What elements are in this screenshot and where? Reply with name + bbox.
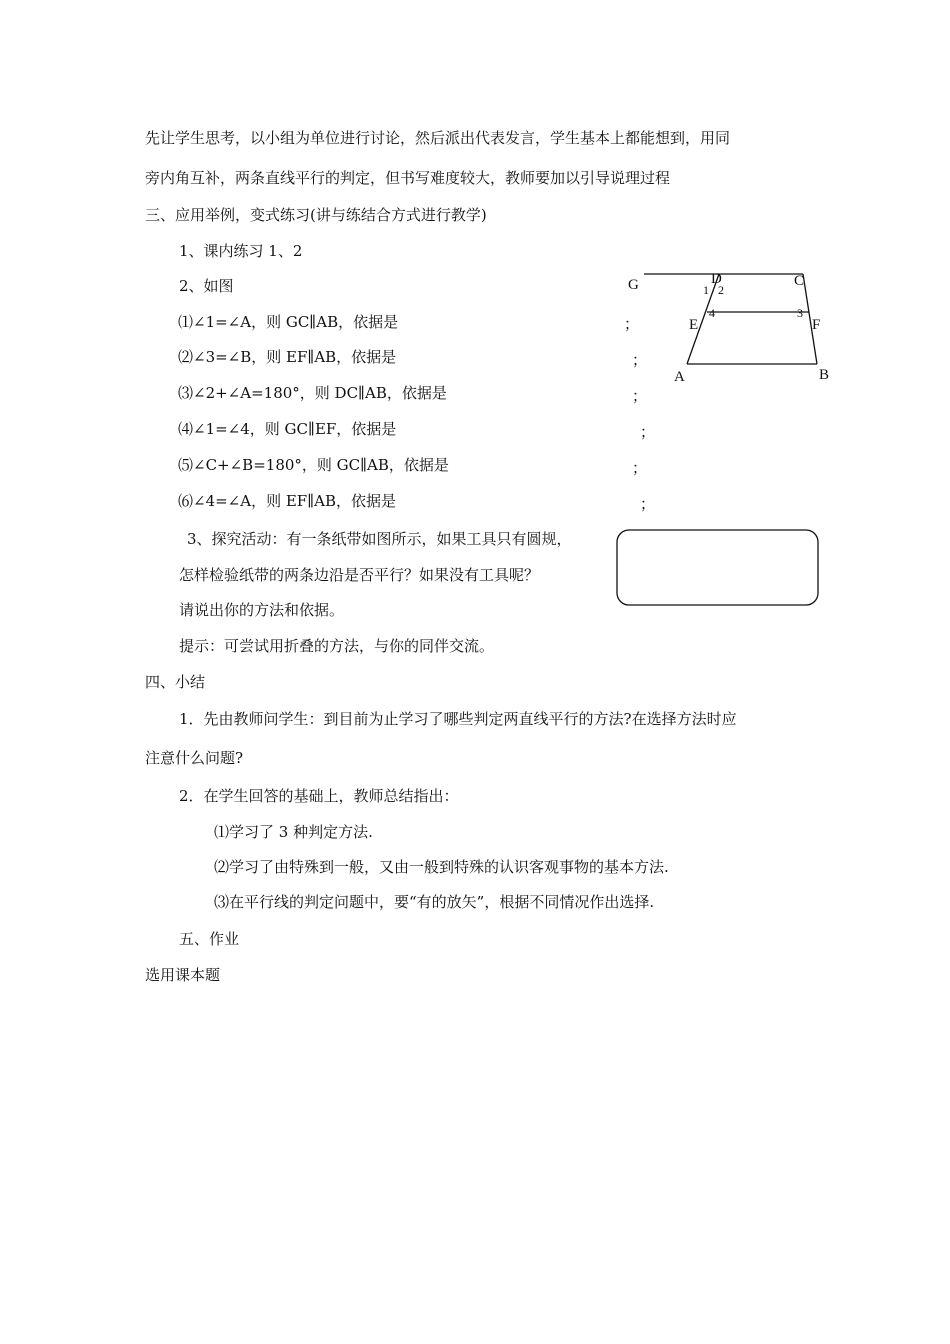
exploration-line-1: 3、探究活动：有一条纸带如图所示，如果工具只有圆规， xyxy=(187,530,572,548)
question-6-semicolon: ； xyxy=(640,495,656,513)
question-5-semicolon: ； xyxy=(632,459,648,477)
exploration-line-2: 怎样检验纸带的两条边沿是否平行？如果没有工具呢？ xyxy=(179,566,540,584)
section3-heading: 三、应用举例，变式练习(讲与练结合方式进行教学) xyxy=(145,206,487,224)
parallel-lines-figure xyxy=(620,265,840,385)
question-1: ⑴∠1=∠A，则 GC∥AB，依据是 xyxy=(178,313,399,331)
hint-text: 提示：可尝试用折叠的方法，与你的同伴交流。 xyxy=(179,637,495,655)
label-b: B xyxy=(819,367,830,383)
label-angle-1: 1 xyxy=(703,283,709,297)
summary-p1-line-2: 注意什么问题? xyxy=(145,749,244,767)
label-angle-2: 2 xyxy=(718,283,724,297)
paper-strip-figure xyxy=(615,528,821,608)
exploration-line-3: 请说出你的方法和依据。 xyxy=(179,601,345,619)
intro-line-1: 先让学生思考，以小组为单位进行讨论，然后派出代表发言，学生基本上都能想到，用同 xyxy=(145,129,731,147)
section4-heading: 四、小结 xyxy=(145,673,206,691)
label-e: E xyxy=(689,317,699,333)
label-angle-3: 3 xyxy=(797,306,803,320)
question-2-semicolon: ； xyxy=(632,351,648,369)
question-6: ⑹∠4=∠A，则 EF∥AB，依据是 xyxy=(178,492,396,510)
label-angle-4: 4 xyxy=(709,306,715,320)
intro-line-2: 旁内角互补，两条直线平行的判定，但书写难度较大，教师要加以引导说理过程 xyxy=(145,169,671,187)
exercise-item-2: 2、如图 xyxy=(179,277,234,295)
label-c: C xyxy=(794,273,805,289)
summary-point-2: ⑵学习了由特殊到一般，又由一般到特殊的认识客观事物的基本方法. xyxy=(214,858,669,876)
exercise-item-1: 1、课内练习 1、2 xyxy=(179,242,303,260)
question-4-semicolon: ； xyxy=(640,423,656,441)
question-5: ⑸∠C+∠B=180°，则 GC∥AB，依据是 xyxy=(178,456,449,474)
summary-p1-line-1: 1．先由教师问学生：到目前为止学习了哪些判定两直线平行的方法?在选择方法时应 xyxy=(179,710,737,728)
question-1-semicolon: ； xyxy=(624,315,640,333)
question-4: ⑷∠1=∠4，则 GC∥EF，依据是 xyxy=(178,420,397,438)
homework-content: 选用课本题 xyxy=(145,966,221,984)
section5-heading: 五、作业 xyxy=(179,930,240,948)
question-3: ⑶∠2+∠A=180°，则 DC∥AB，依据是 xyxy=(178,384,447,402)
summary-p2: 2．在学生回答的基础上，教师总结指出： xyxy=(179,787,459,805)
summary-point-3: ⑶在平行线的判定问题中，要“有的放矢”，根据不同情况作出选择. xyxy=(214,893,655,911)
label-f: F xyxy=(812,317,821,333)
summary-point-1: ⑴学习了 3 种判定方法. xyxy=(214,823,373,841)
question-2: ⑵∠3=∠B，则 EF∥AB，依据是 xyxy=(178,348,397,366)
question-3-semicolon: ； xyxy=(632,387,648,405)
label-g: G xyxy=(628,277,639,293)
label-a: A xyxy=(674,369,685,385)
label-d: D xyxy=(711,271,722,287)
